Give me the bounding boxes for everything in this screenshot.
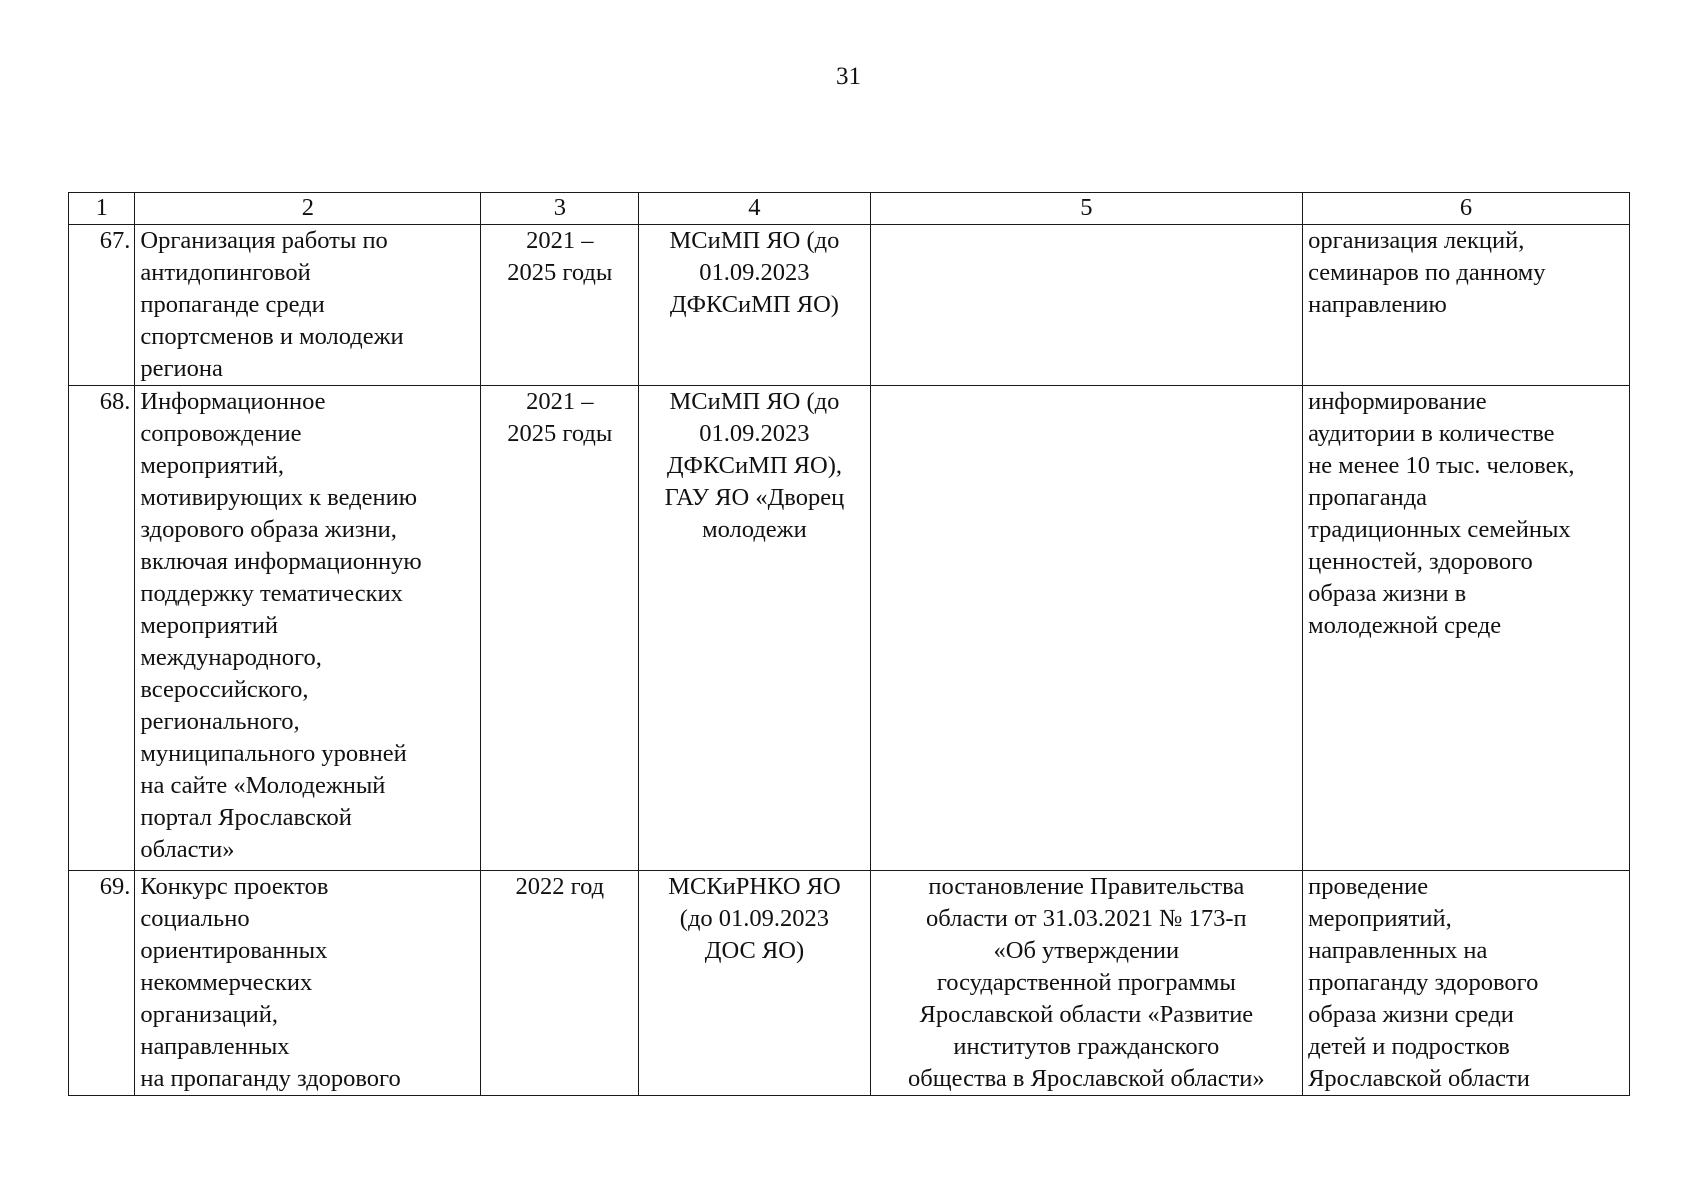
event-name: Конкурс проектов социально ориентированных некоммерческих организаций, направленных на пропаганду здорового: [135, 871, 481, 1096]
events-table: [68, 192, 1630, 1096]
header-row: [69, 193, 1630, 225]
event-name: Информационное сопровождение мероприятий, мотивирующих к ведению здорового образа жизни, включая информационную поддержку тематических мероприятий международного, всероссийского, регионального, муниципального уровней на сайте «Молодежный портал Ярославской области»: [135, 386, 481, 871]
event-result: информирование аудитории в количестве не менее 10 тыс. человек, пропаганда традиционных семейных ценностей, здорового образа жизни в молодежной среде: [1303, 386, 1630, 871]
table-row: [69, 225, 1630, 386]
event-basis: [870, 225, 1302, 386]
event-executor: МСКиРНКО ЯО (до 01.09.2023 ДОС ЯО): [639, 871, 870, 1096]
column-header-2: 2: [135, 193, 481, 225]
row-number: 69.: [69, 871, 135, 1096]
event-period: 2021 – 2025 годы: [481, 225, 639, 386]
event-executor: МСиМП ЯО (до 01.09.2023 ДФКСиМП ЯО): [639, 225, 870, 386]
event-basis: [870, 386, 1302, 871]
event-period: 2022 год: [481, 871, 639, 1096]
event-executor: МСиМП ЯО (до 01.09.2023 ДФКСиМП ЯО), ГАУ ЯО «Дворец молодежи: [639, 386, 870, 871]
row-number: 67.: [69, 225, 135, 386]
event-result: проведение мероприятий, направленных на пропаганду здорового образа жизни среди детей и подростков Ярославской области: [1303, 871, 1630, 1096]
table-row: [69, 871, 1630, 1096]
page-number: 31: [836, 63, 861, 90]
column-header-1: 1: [69, 193, 135, 225]
column-header-3: 3: [481, 193, 639, 225]
column-header-4: 4: [639, 193, 870, 225]
table-row: [69, 386, 1630, 871]
column-header-5: 5: [870, 193, 1302, 225]
event-result: организация лекций, семинаров по данному направлению: [1303, 225, 1630, 386]
event-name: Организация работы по антидопинговой пропаганде среди спортсменов и молодежи региона: [135, 225, 481, 386]
event-period: 2021 – 2025 годы: [481, 386, 639, 871]
row-number: 68.: [69, 386, 135, 871]
event-basis: постановление Правительства области от 31.03.2021 № 173-п «Об утверждении государственной программы Ярославской области «Развитие институтов гражданского общества в Ярославской области»: [870, 871, 1302, 1096]
column-header-6: 6: [1303, 193, 1630, 225]
